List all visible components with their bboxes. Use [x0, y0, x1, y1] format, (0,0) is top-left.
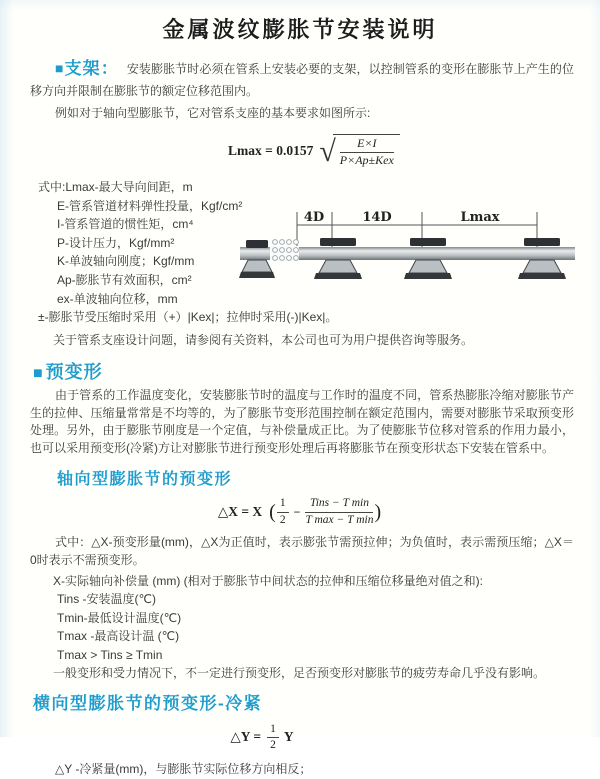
- support-example-text: 例如对于轴向型膨胀节，它对管系支座的基本要求如图所示:: [55, 106, 371, 120]
- definition-item: I-管系管道的惯性矩，cm⁴: [57, 217, 194, 232]
- temp-numerator: Tins − T min: [305, 497, 373, 512]
- temp-definition-item: Tins -安装温度(℃): [57, 592, 157, 607]
- lateral-formula-rhs: Y: [283, 729, 294, 745]
- support-intro-text: 安装膨胀节时必须在管系上安装必要的支架，以控制管系的变形在膨胀节上产生的位移方向并限制在膨胀节的额定位移范围内。: [30, 62, 574, 98]
- preform-heading-text: 预变形: [45, 362, 103, 382]
- definition-item: E-管系管道材料弹性投量，Kgf/cm²: [57, 198, 243, 213]
- blue-square-icon: ■: [33, 365, 44, 382]
- lateral-half-denominator: 2: [270, 738, 276, 751]
- page-title: 金属波纹膨胀节安装说明: [162, 17, 438, 42]
- half-numerator: 1: [277, 497, 289, 512]
- temp-definition-item: 一般变形和受力情况下，不一定进行预变形，足否预变形对膨胀节的疲劳寿命几乎没有影响。: [53, 666, 546, 681]
- lateral-formula-lhs: △Y =: [230, 729, 262, 745]
- support-heading: 支架：: [64, 59, 119, 78]
- preform-paragraph: 由于管系的工作温度变化，安装膨胀节时的温度与工作时的温度不同，管系热膨胀冷缩对膨胀节产生的拉伸、压缩量常常是不均等的，为了膨胀节变形范围控制在额定范围内，需要对膨胀节采取预变形处理。另外，由于膨胀节刚度是一个定值，与补偿量成正比。为了使膨胀节位移对管系的作用力最小，也可以采用预变形(冷紧)方让对膨胀节进行预变形处理后再将膨胀节在预变形状态下安装在管系中。: [30, 388, 574, 455]
- definition-item: 式中:Lmax-最大导向间距，m: [38, 180, 193, 194]
- radical-sign: √: [319, 134, 336, 168]
- definition-item: P-设计压力，Kgf/mm²: [57, 235, 175, 250]
- definition-item: 关于管系支座设计问题，请参阅有关资料，本公司也可为用户提供咨询等服务。: [53, 332, 474, 347]
- preform-section-heading: [33, 358, 600, 384]
- definition-item: ex-单波轴向位移，mm: [57, 291, 178, 306]
- temperature-definition-list: [53, 572, 600, 682]
- close-paren: ): [374, 500, 382, 523]
- axial-preform-formula: [0, 493, 600, 531]
- lateral-half-numerator: 1: [267, 723, 279, 738]
- axial-formula-note: 式中：△X-预变形量(mm)，△X为正值时，表示膨张节需预拉伸；为负值时，表示需预压缩；△X＝0时表示不需预变形。: [30, 535, 574, 567]
- temp-definition-item: Tmax > Tins ≥ Tmin: [57, 647, 163, 662]
- definition-item: K-单波轴向刚度；Kgf/mm: [57, 254, 195, 269]
- temp-definition-item: X-实际轴向补偿量 (mm) (相对于膨胀节中间状态的拉伸和压缩位移量绝对值之和):: [53, 574, 483, 588]
- definition-item: Ap-膨胀节有效面积，cm²: [57, 272, 192, 287]
- dimension-label-lmax: Lmax: [460, 210, 500, 225]
- bellows-icon: [270, 240, 299, 261]
- half-denominator: 2: [279, 513, 286, 526]
- support-paragraph: [30, 57, 574, 102]
- open-paren: (: [269, 500, 276, 523]
- axial-formula-lhs: △X = X: [217, 504, 263, 519]
- minus-sign: −: [293, 504, 301, 519]
- formula-lhs: Lmax = 0.0157: [228, 143, 314, 158]
- axial-section-heading: 轴向型膨胀节的预变形: [57, 471, 233, 488]
- dimension-label-14d: 14D: [362, 210, 392, 225]
- formula-denominator: P×Ap±Kex: [339, 153, 394, 167]
- lateral-section-heading: 横向型膨胀节的预变形-冷紧: [33, 694, 263, 714]
- formula-numerator: E×I: [340, 137, 394, 153]
- definition-item: ±-膨胀节受压缩时采用（+）|Kex|；拉伸时采用(-)|Kex|。: [38, 310, 338, 325]
- blue-square-icon: ■: [55, 60, 64, 76]
- temp-definition-item: Tmin-最低设计温度(℃): [57, 610, 182, 625]
- dimension-label-4d: 4D: [303, 210, 325, 225]
- guide-spacing-formula: [228, 131, 600, 171]
- temp-definition-item: Tmax -最高设计温 (℃): [57, 629, 180, 644]
- lateral-formula-note: △Y -冷紧量(mm)，与膨胀节实际位移方向相反；: [55, 762, 312, 777]
- support-diagram: [240, 205, 600, 310]
- temp-denominator: T max − T min: [305, 513, 374, 526]
- formula-definitions-block: [0, 178, 600, 351]
- lateral-preform-formula: [0, 718, 530, 756]
